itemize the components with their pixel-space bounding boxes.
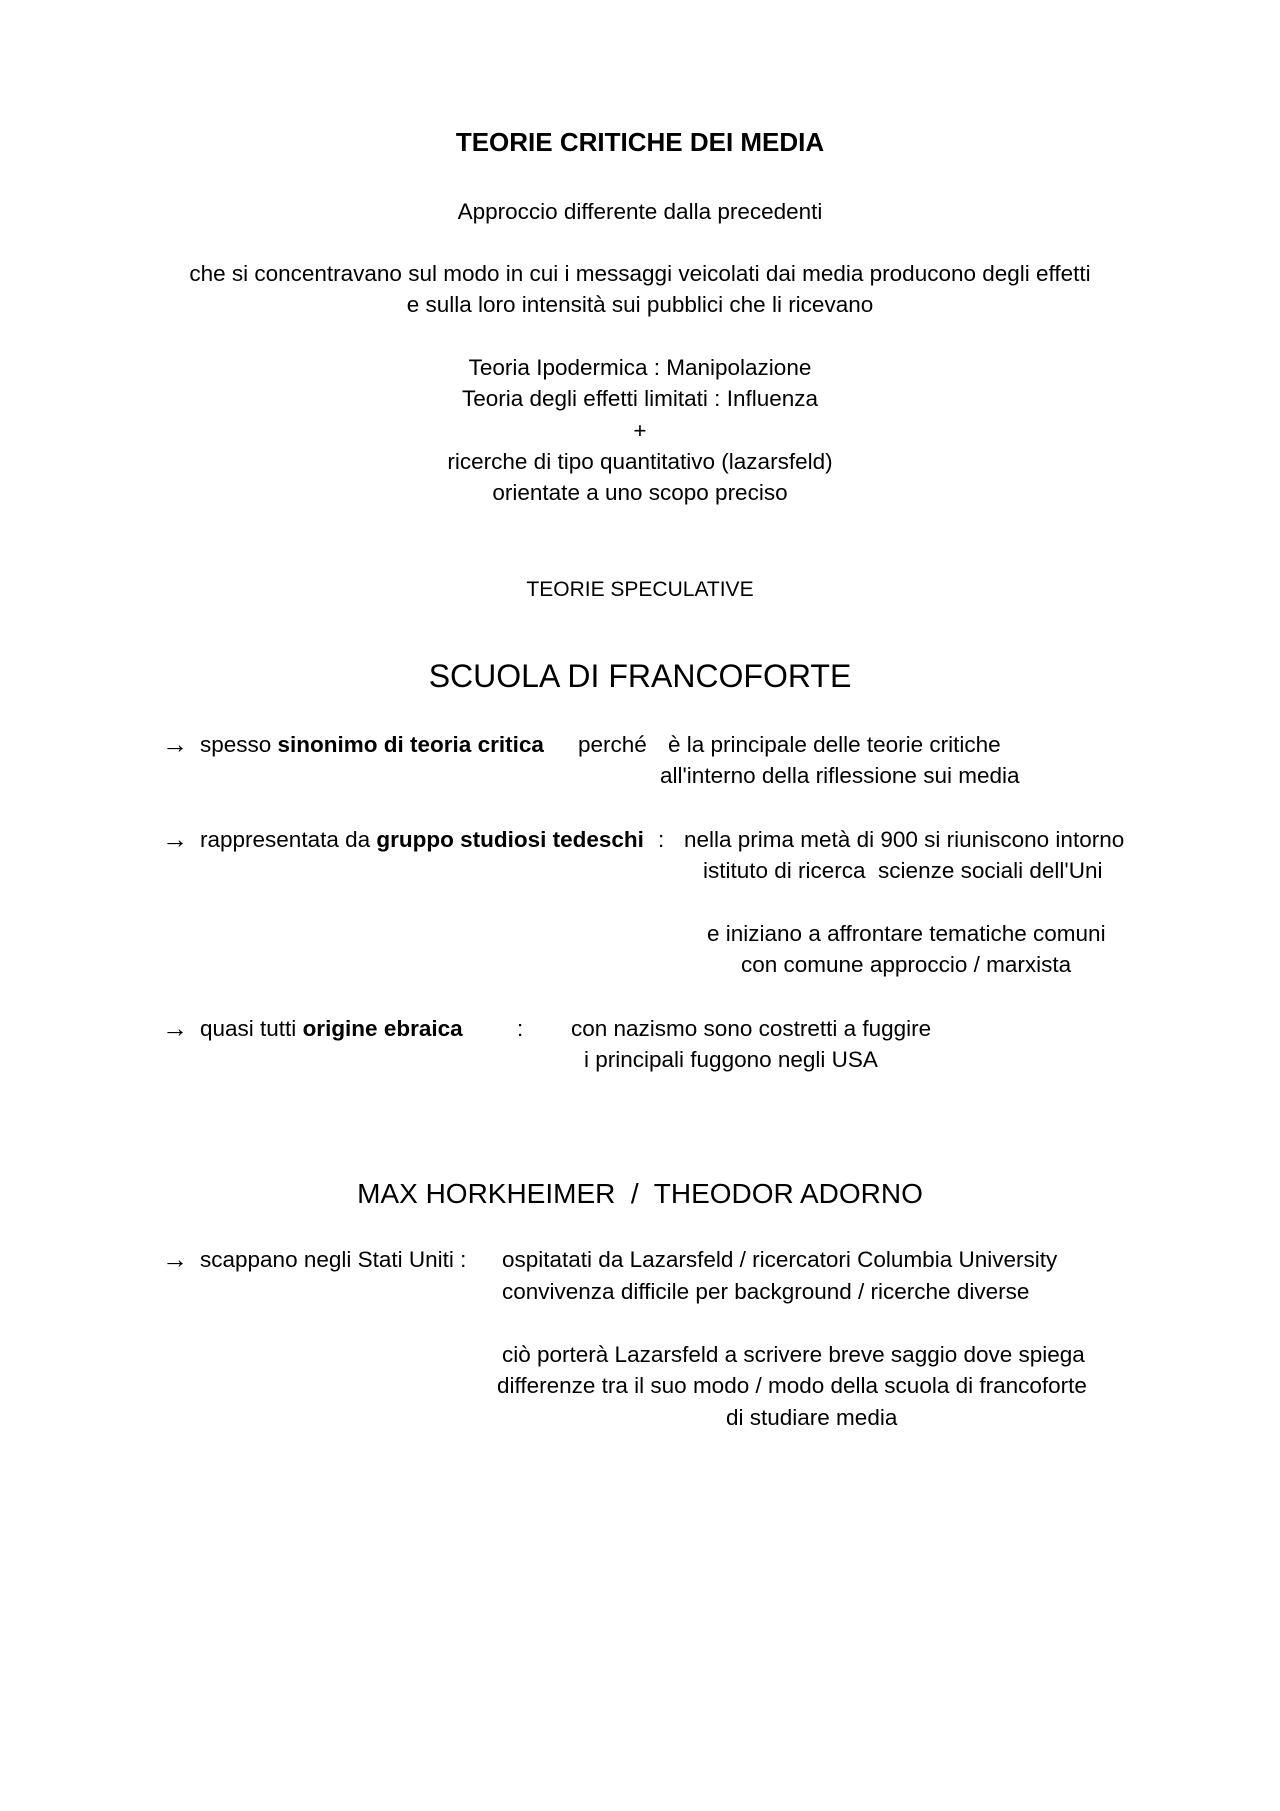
arrow-icon: → bbox=[162, 1013, 188, 1043]
bullet-3-colon: : bbox=[517, 1016, 524, 1041]
bullet-1-bold: sinonimo di teoria critica bbox=[277, 732, 544, 757]
bullet-2-bold: gruppo studiosi tedeschi bbox=[376, 827, 644, 852]
bullet-3-bold: origine ebraica bbox=[302, 1016, 463, 1041]
bullet-1-right-2: all'interno della riflessione sui media bbox=[660, 763, 1020, 788]
intro-line-3: e sulla loro intensità sui pubblici che li ricevano bbox=[406, 292, 874, 317]
intro-line-1: Approccio differente dalla precedenti bbox=[457, 199, 823, 224]
scuola-heading: SCUOLA DI FRANCOFORTE bbox=[428, 658, 852, 694]
theory-ipodermica: Teoria Ipodermica : Manipolazione bbox=[468, 355, 812, 380]
bullet-2-colon: : bbox=[658, 827, 665, 852]
page-title: TEORIE CRITICHE DEI MEDIA bbox=[455, 127, 825, 157]
bullet-1-mid: perché bbox=[578, 732, 647, 757]
bullet-1-pre: spesso bbox=[200, 732, 278, 757]
bullet-2-pre: rappresentata da bbox=[200, 827, 377, 852]
bullet-2-right-2: istituto di ricerca scienze sociali dell'Uni bbox=[703, 858, 1103, 883]
theory-scopo: orientate a uno scopo preciso bbox=[492, 480, 788, 505]
authors-heading: MAX HORKHEIMER / THEODOR ADORNO bbox=[357, 1178, 923, 1209]
speculative-heading: TEORIE SPECULATIVE bbox=[526, 578, 754, 601]
intro-line-2: che si concentravano sul modo in cui i messaggi veicolati dai media producono degli effetti bbox=[189, 261, 1091, 286]
bullet-1-text bbox=[200, 729, 544, 761]
theory-ricerche: ricerche di tipo quantitativo (lazarsfeld) bbox=[447, 449, 833, 474]
bullet-4-label: scappano negli Stati Uniti : bbox=[200, 1247, 467, 1272]
bullet-3-right-1: con nazismo sono costretti a fuggire bbox=[571, 1016, 932, 1041]
bullet-3-pre: quasi tutti bbox=[200, 1016, 303, 1041]
bullet-2-right-4: con comune approccio / marxista bbox=[741, 952, 1072, 977]
arrow-icon: → bbox=[162, 1244, 188, 1274]
bullet-4-right-5: di studiare media bbox=[726, 1405, 898, 1430]
plus-sign: + bbox=[633, 418, 647, 443]
theory-effetti-limitati: Teoria degli effetti limitati : Influenza bbox=[461, 386, 819, 411]
bullet-4-right-1: ospitatati da Lazarsfeld / ricercatori Columbia University bbox=[502, 1247, 1058, 1272]
bullet-2-right-3: e iniziano a affrontare tematiche comuni bbox=[707, 921, 1106, 946]
arrow-icon: → bbox=[162, 729, 188, 759]
bullet-1-right-1: è la principale delle teorie critiche bbox=[668, 732, 1001, 757]
bullet-3-right-2: i principali fuggono negli USA bbox=[584, 1047, 878, 1072]
bullet-4-right-3: ciò porterà Lazarsfeld a scrivere breve saggio dove spiega bbox=[502, 1342, 1085, 1367]
bullet-4-right-2: convivenza difficile per background / ricerche diverse bbox=[502, 1279, 1030, 1304]
arrow-icon: → bbox=[162, 824, 188, 854]
bullet-2-text bbox=[200, 824, 644, 856]
bullet-2-right-1: nella prima metà di 900 si riuniscono intorno bbox=[684, 827, 1125, 852]
bullet-4-right-4: differenze tra il suo modo / modo della scuola di francoforte bbox=[497, 1373, 1087, 1398]
bullet-3-text bbox=[200, 1013, 463, 1045]
